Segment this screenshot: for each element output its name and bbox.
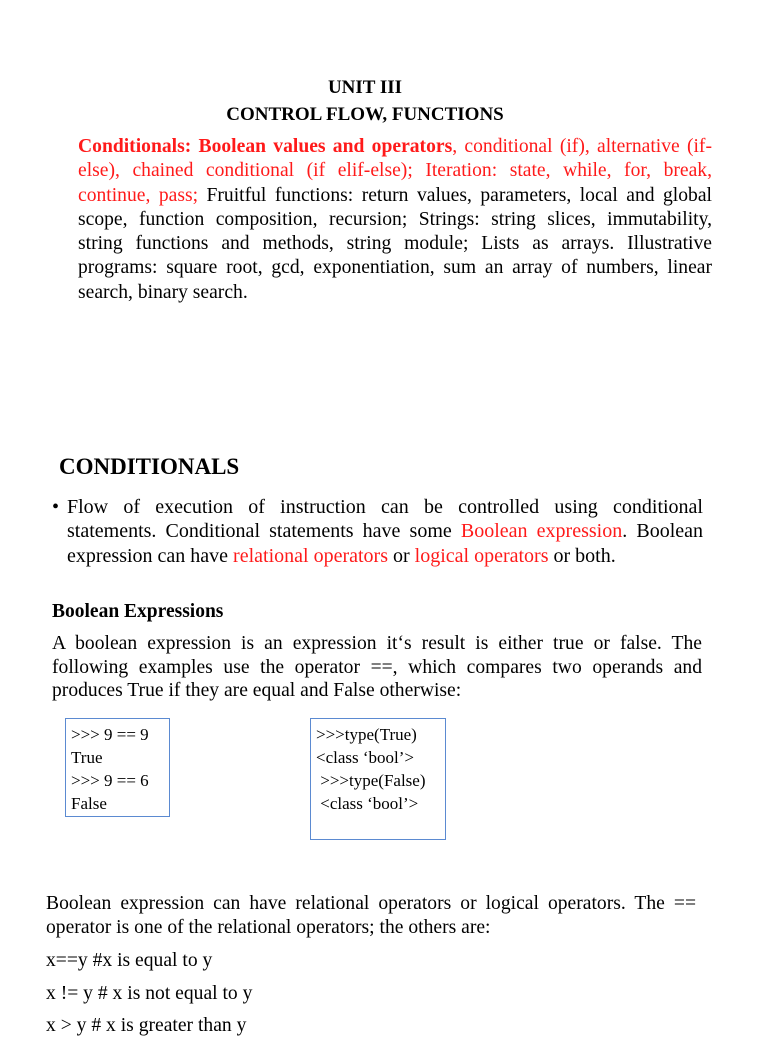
code-line: >>>type(False) [316, 771, 426, 790]
code-line: True [71, 748, 103, 767]
bullet-text-1: Flow of execution of instruction can be controlled using conditional statements. Conditional statements have some [67, 496, 703, 543]
code-line: >>>type(True) [316, 725, 417, 744]
syllabus-other-topics: Fruitful functions: return values, parameters, local and global scope, function composition, recursion; Strings: string slices, immutability, string functions and methods, string module; Lists as arrays. Illustrative programs: square root, gcd, exponentiation, sum an array of numbers, linear search, binary search. [78, 184, 712, 303]
syllabus-comma: , [452, 136, 458, 157]
unit-title: CONTROL FLOW, FUNCTIONS [226, 104, 504, 125]
code-line: >>> 9 == 6 [71, 771, 149, 790]
bullet-highlight-logical-operators: logical operators [414, 544, 549, 567]
paragraph-relational-operators: Boolean expression can have relational operators or logical operators. The == operator is one of the relational operators; the others are: [46, 893, 696, 938]
bullet-symbol: • [52, 496, 60, 518]
bullet-highlight-relational-operators: relational operators [233, 544, 388, 567]
bullet-text-2: . Boolean expression can have [67, 520, 704, 567]
section-heading: CONDITIONALS [59, 454, 240, 479]
code-example-comparison [65, 718, 170, 817]
bullet-paragraph [67, 495, 703, 568]
code-example-type [310, 718, 446, 840]
code-line: <class ‘bool’> [316, 794, 419, 813]
bullet-highlight-boolean-expression: Boolean expression [460, 520, 623, 543]
operator-line: x != y # x is not equal to y [46, 983, 253, 1004]
bullet-text-4: or both. [548, 544, 616, 567]
syllabus-highlighted-topics: conditional (if), alternative (if-else), chained conditional (if elif-else); Iteration: state, while, for, break, continue, pass; [78, 136, 712, 206]
bullet-text-3: or [387, 544, 415, 567]
syllabus-topic-heading: Conditionals: Boolean values and operators [78, 136, 453, 157]
paragraph-boolean-expression: A boolean expression is an expression it‘s result is either true or false. The following examples use the operator ==, which compares two operands and produces True if they are equal and False otherwise: [52, 633, 702, 701]
syllabus-paragraph [78, 135, 712, 305]
operator-line: x==y #x is equal to y [46, 950, 213, 971]
operator-line: x > y # x is greater than y [46, 1015, 247, 1036]
code-line: <class ‘bool’> [316, 748, 415, 767]
code-line: >>> 9 == 9 [71, 725, 149, 744]
code-line: False [71, 794, 107, 813]
subheading-boolean-expressions: Boolean Expressions [52, 601, 224, 622]
unit-number: UNIT III [327, 77, 403, 98]
